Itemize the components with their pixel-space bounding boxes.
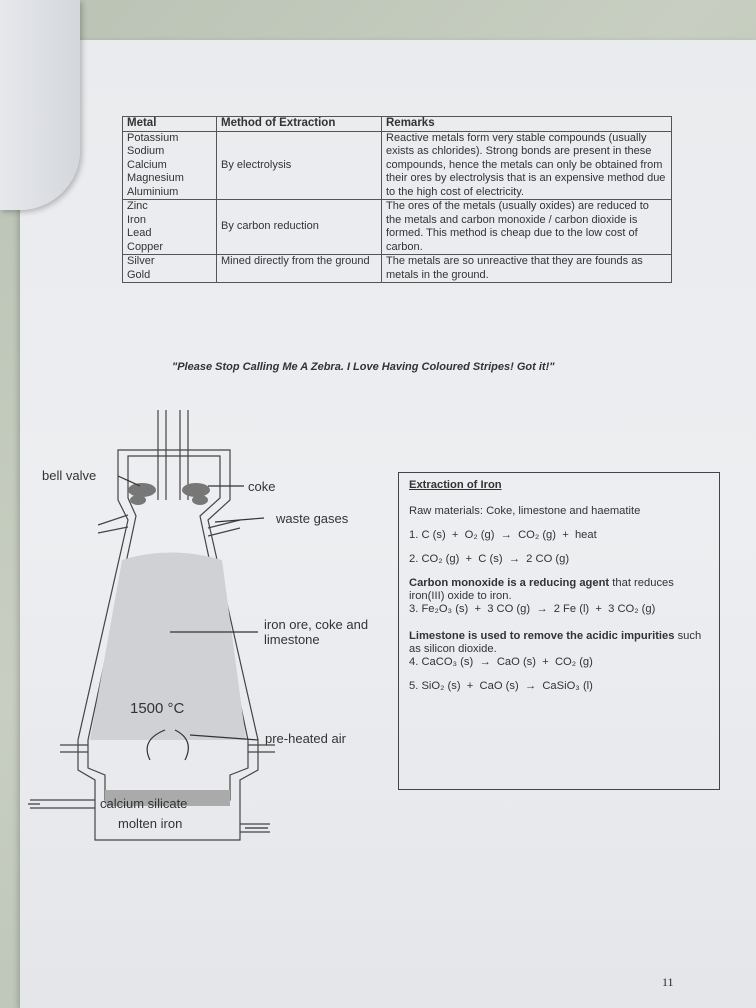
equation-1: 1. C (s) + O₂ (g) → CO₂ (g) + heat [409, 529, 597, 541]
remarks-cell: The metals are so unreactive that they are founds as metals in the ground. [382, 255, 672, 283]
label-molten-iron: molten iron [118, 816, 183, 831]
raw-materials: Raw materials: Coke, limestone and haematite [409, 505, 641, 517]
coke-lumps [128, 483, 210, 505]
co-note [409, 577, 709, 603]
header-remarks: Remarks [382, 117, 672, 132]
method-cell: Mined directly from the ground [217, 255, 382, 283]
equation-2: 2. CO₂ (g) + C (s) → 2 CO (g) [409, 553, 570, 565]
mnemonic: "Please Stop Calling Me A Zebra. I Love Having Coloured Stripes! Got it!" [172, 361, 555, 373]
limestone-note-rest: such as silicon dioxide. [409, 630, 702, 655]
box-title: Extraction of Iron [409, 479, 502, 491]
metal: Zinc [127, 200, 148, 212]
equation-4: 4. CaCO₃ (s) → CaO (s) + CO₂ (g) [409, 656, 593, 668]
metal: Lead [127, 227, 152, 239]
label-calcium-silicate: calcium silicate [100, 796, 188, 811]
metal: Iron [127, 213, 146, 226]
limestone-note-bold: Limestone is used to remove the acidic impurities [409, 630, 675, 642]
metal: Potassium [127, 131, 179, 144]
label-charge: iron ore, coke and limestone [264, 617, 369, 647]
remarks-cell: The ores of the metals (usually oxides) are reduced to the metals and carbon monoxide / carbon dioxide is formed. This method is cheap due to the low cost of carbon. [382, 200, 672, 255]
limestone-note [409, 630, 709, 656]
method-cell: By carbon reduction [217, 200, 382, 255]
extraction-of-iron-box [398, 472, 720, 790]
metal: Gold [127, 268, 151, 281]
co-note-rest: that reduces iron(III) oxide to iron. [409, 577, 674, 602]
equation-5: 5. SiO₂ (s) + CaO (s) → CaSiO₃ (l) [409, 680, 593, 692]
metal: Sodium [127, 145, 165, 157]
metal: Magnesium [127, 172, 184, 184]
page-number: 11 [662, 975, 674, 989]
method-cell: By electrolysis [217, 131, 382, 200]
label-bell-valve: bell valve [42, 468, 97, 483]
remarks-cell: Reactive metals form very stable compounds (usually exists as chlorides). Strong bonds are present in these compounds, hence the metals can only be obtained from their ores by electrolysis that is an expensive method due to the high cost of electricity. [382, 131, 672, 200]
header-metal: Metal [123, 117, 217, 132]
metal: Calcium [127, 158, 167, 171]
equation-3: 3. Fe₂O₃ (s) + 3 CO (g) → 2 Fe (l) + 3 CO₂ (g) [409, 603, 656, 615]
metal: Copper [127, 240, 164, 253]
label-temperature: 1500 °C [130, 700, 185, 717]
metal: Silver [127, 255, 155, 267]
header-method: Method of Extraction [217, 117, 382, 132]
label-waste-gases: waste gases [276, 511, 349, 526]
label-preheated-air: pre-heated air [265, 731, 346, 746]
metal: Aluminium [127, 185, 179, 198]
label-coke: coke [248, 479, 276, 494]
co-note-bold: Carbon monoxide is a reducing agent [409, 577, 610, 589]
